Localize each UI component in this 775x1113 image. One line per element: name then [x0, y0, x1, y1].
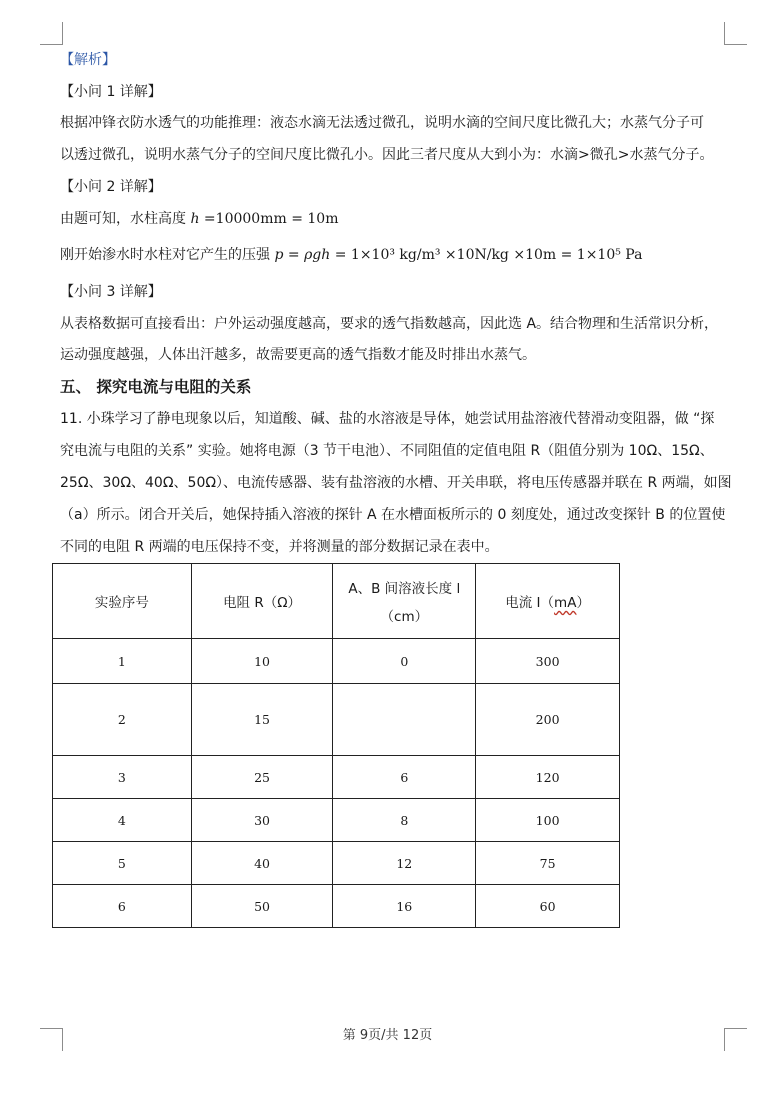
cell-resistance: 15 — [191, 684, 333, 756]
q2-line-1 — [60, 209, 338, 229]
cell-resistance: 50 — [191, 885, 333, 928]
cell-length-blank — [333, 684, 476, 756]
cell-current: 120 — [476, 756, 620, 799]
q3-title: 【小问 3 详解】 — [60, 284, 162, 300]
table-header-row — [53, 564, 620, 639]
q1-line-1: 根据冲锋衣防水透气的功能推理：液态水滴无法透过微孔，说明水滴的空间尺度比微孔大；水蒸气分子可 — [60, 115, 704, 131]
table-row — [53, 842, 620, 885]
cell-resistance: 40 — [191, 842, 333, 885]
cell-length: 8 — [333, 799, 476, 842]
crop-mark-top-right — [724, 22, 747, 45]
height-variable: h — [190, 211, 200, 227]
crop-mark-top-left — [40, 22, 63, 45]
q2-line-1-formula — [190, 211, 338, 227]
header-current — [476, 564, 620, 639]
pressure-formula: p = ρgh = 1×10³ kg/m³ ×10N/kg ×10m = 1×10⁵ Pa — [274, 247, 643, 263]
cell-index: 2 — [53, 684, 192, 756]
cell-length: 16 — [333, 885, 476, 928]
table-row — [53, 799, 620, 842]
section-title: 探究电流与电阻的关系 — [96, 378, 252, 396]
section-number: 五、 — [60, 378, 92, 396]
cell-resistance: 10 — [191, 639, 333, 684]
q1-title: 【小问 1 详解】 — [60, 84, 162, 100]
section-five-heading — [60, 377, 251, 397]
header-current-suffix: ） — [576, 595, 590, 611]
data-table — [52, 563, 620, 928]
header-resistance: 电阻 R（Ω） — [191, 564, 333, 639]
cell-current: 75 — [476, 842, 620, 885]
q2-title: 【小问 2 详解】 — [60, 179, 162, 195]
q3-line-2: 运动强度越强，人体出汗越多，故需要更高的透气指数才能及时排出水蒸气。 — [60, 347, 536, 363]
cell-index: 4 — [53, 799, 192, 842]
cell-current: 200 — [476, 684, 620, 756]
q3-line-1: 从表格数据可直接看出：户外运动强度越高，要求的透气指数越高，因此选 A。结合物理和生活常识分析， — [60, 316, 719, 332]
cell-current: 300 — [476, 639, 620, 684]
cell-index: 1 — [53, 639, 192, 684]
q2-line-2-prefix: 刚开始渗水时水柱对它产生的压强 — [60, 247, 270, 263]
cell-index: 3 — [53, 756, 192, 799]
cell-current: 100 — [476, 799, 620, 842]
table-row — [53, 684, 620, 756]
cell-resistance: 30 — [191, 799, 333, 842]
header-solution-length-line-2: （cm） — [380, 609, 429, 625]
pressure-formula-rhs: = 1×10³ kg/m³ ×10N/kg ×10m = 1×10⁵ Pa — [334, 247, 643, 263]
analysis-tag: 【解析】 — [60, 52, 116, 68]
header-solution-length — [333, 564, 476, 639]
q1-line-2: 以透过微孔，说明水蒸气分子的空间尺度比微孔小。因此三者尺度从大到小为：水滴>微孔>水蒸气分子。 — [60, 147, 714, 163]
page-footer: 第 9页/共 12页 — [342, 1028, 433, 1043]
table-row — [53, 885, 620, 928]
cell-index: 5 — [53, 842, 192, 885]
problem-11-line-3: 25Ω、30Ω、40Ω、50Ω）、电流传感器、装有盐溶液的水槽、开关串联，将电压传感器并联在 R 两端，如图 — [60, 475, 732, 491]
cell-current: 60 — [476, 885, 620, 928]
cell-length: 0 — [333, 639, 476, 684]
height-equation: =10000mm = 10m — [199, 211, 339, 227]
cell-length: 6 — [333, 756, 476, 799]
cell-resistance: 25 — [191, 756, 333, 799]
table-row — [53, 639, 620, 684]
problem-11-line-4: （a）所示。闭合开关后，她保持插入溶液的探针 A 在水槽面板所示的 0 刻度处，通过改变探针 B 的位置使 — [60, 507, 726, 523]
cell-index: 6 — [53, 885, 192, 928]
problem-11-line-5: 不同的电阻 R 两端的电压保持不变，并将测量的部分数据记录在表中。 — [60, 539, 499, 555]
problem-11-line-2: 究电流与电阻的关系” 实验。她将电源（3 节干电池）、不同阻值的定值电阻 R（阻值分别为 10Ω、15Ω、 — [60, 443, 714, 459]
table-row — [53, 756, 620, 799]
header-trial-number: 实验序号 — [53, 564, 192, 639]
header-solution-length-line-1: A、B 间溶液长度 l — [348, 581, 461, 597]
q2-line-1-prefix: 由题可知，水柱高度 — [60, 211, 186, 227]
header-current-unit: mA — [554, 595, 577, 611]
header-current-prefix: 电流 I（ — [505, 595, 555, 611]
q2-line-2 — [60, 245, 642, 265]
cell-length: 12 — [333, 842, 476, 885]
problem-11-line-1: 11. 小珠学习了静电现象以后，知道酸、碱、盐的水溶液是导体，她尝试用盐溶液代替滑动变阻器，做 “探 — [60, 411, 715, 427]
